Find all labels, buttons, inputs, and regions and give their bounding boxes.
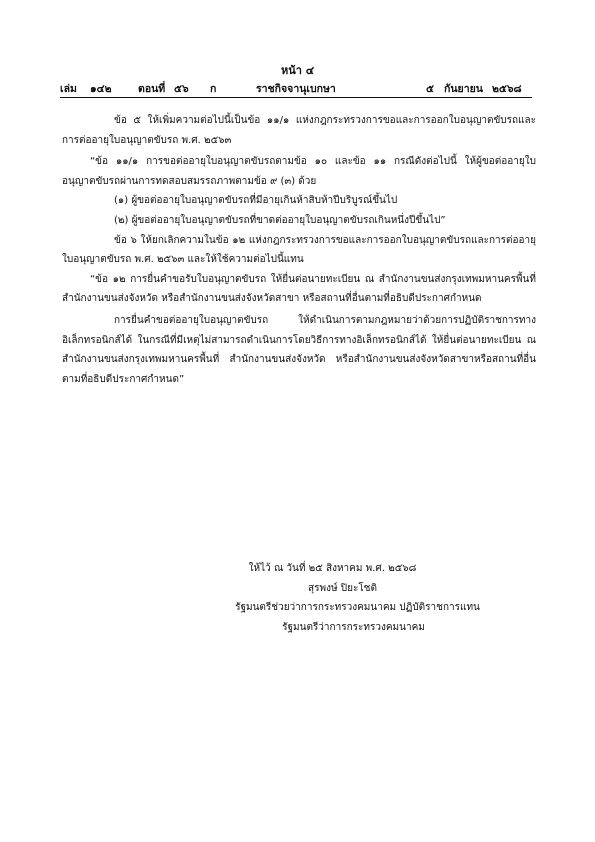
section-letter: ก (210, 83, 217, 95)
clause-5: ข้อ ๕ ให้เพิ่มความต่อไปนี้เป็นข้อ ๑๑/๑ แห่งกฎกระทรวงการขอและการออกใบอนุญาตขับรถและการต่ออายุใบอนุญาตขับรถ พ.ศ. ๒๕๖๓ (62, 115, 536, 146)
gazette-header (60, 80, 532, 94)
clause-11-1: “ข้อ ๑๑/๑ การขอต่ออายุใบอนุญาตขับรถตามข้อ ๑๐ และข้อ ๑๑ กรณีดังต่อไปนี้ ให้ผู้ขอต่ออายุใบอนุญาตขับรถผ่านการทดสอบสมรรถภาพตามข้อ ๙ (๓) ด้วย (62, 156, 536, 187)
clause-12-paragraph-2: การยื่นคำขอต่ออายุใบอนุญาตขับรถ ให้ดำเนินการตามกฎหมายว่าด้วยการปฏิบัติราชการทางอิเล็กทรอนิกส์ได้ ในกรณีที่มีเหตุไม่สามารถดำเนินการโดยวิธีการทางอิเล็กทรอนิกส์ได้ ให้ยื่นต่อนายทะเบียน ณ สำนักงานขนส่งกรุงเทพมหานครพื้นที่ สำนักงานขนส่งจังหวัด หรือสำนักงานขนส่งจังหวัดสาขาหรือสถานที่อื่นตามที่อธิบดีประกาศกำหนด” (62, 314, 536, 385)
signatory-name: สุรพงษ์ ปิยะโชติ (308, 582, 377, 594)
volume-label: เล่ม (60, 83, 77, 95)
issue-number: ๕๖ (174, 83, 189, 95)
gazette-title: ราชกิจจานุเบกษา (256, 83, 336, 95)
volume-number: ๑๔๒ (90, 83, 112, 95)
date-year: ๒๕๖๘ (492, 83, 522, 95)
issue-label: ตอนที่ (138, 83, 166, 95)
clause-6: ข้อ ๖ ให้ยกเลิกความในข้อ ๑๒ แห่งกฎกระทรวงการขอและการออกใบอนุญาตขับรถและการต่ออายุใบอนุญาตขับรถ พ.ศ. ๒๕๖๓ และให้ใช้ความต่อไปนี้แทน (62, 234, 536, 266)
clause-item-1: (๑) ผู้ขอต่ออายุใบอนุญาตขับรถที่มีอายุเกินห้าสิบห้าปีบริบูรณ์ขึ้นไป (114, 195, 398, 207)
signatory-position: รัฐมนตรีช่วยว่าการกระทรวงคมนาคม ปฏิบัติราชการแทน (235, 602, 480, 613)
signatory-position-2: รัฐมนตรีว่าการกระทรวงคมนาคม (282, 621, 425, 633)
signature-date: ให้ไว้ ณ วันที่ ๒๕ สิงหาคม พ.ศ. ๒๕๖๘ (248, 563, 417, 574)
page-number: หน้า ๔ (280, 64, 315, 77)
date-day: ๕ (426, 83, 434, 95)
header-divider (60, 97, 532, 98)
clause-item-2: (๒) ผู้ขอต่ออายุใบอนุญาตขับรถที่ขาดต่ออายุใบอนุญาตขับรถเกินหนึ่งปีขึ้นไป” (114, 214, 446, 226)
signature-block (0, 559, 595, 637)
clause-12: “ข้อ ๑๒ การยื่นคำขอรับใบอนุญาตขับรถ ให้ยื่นต่อนายทะเบียน ณ สำนักงานขนส่งกรุงเทพมหานครพื้นที่ สำนักงานขนส่งจังหวัด หรือสำนักงานขนส่งจังหวัดสาขา หรือสถานที่อื่นตามที่อธิบดีประกาศกำหนด (62, 273, 536, 305)
document-body (62, 111, 536, 389)
date-month: กันยายน (444, 83, 483, 95)
